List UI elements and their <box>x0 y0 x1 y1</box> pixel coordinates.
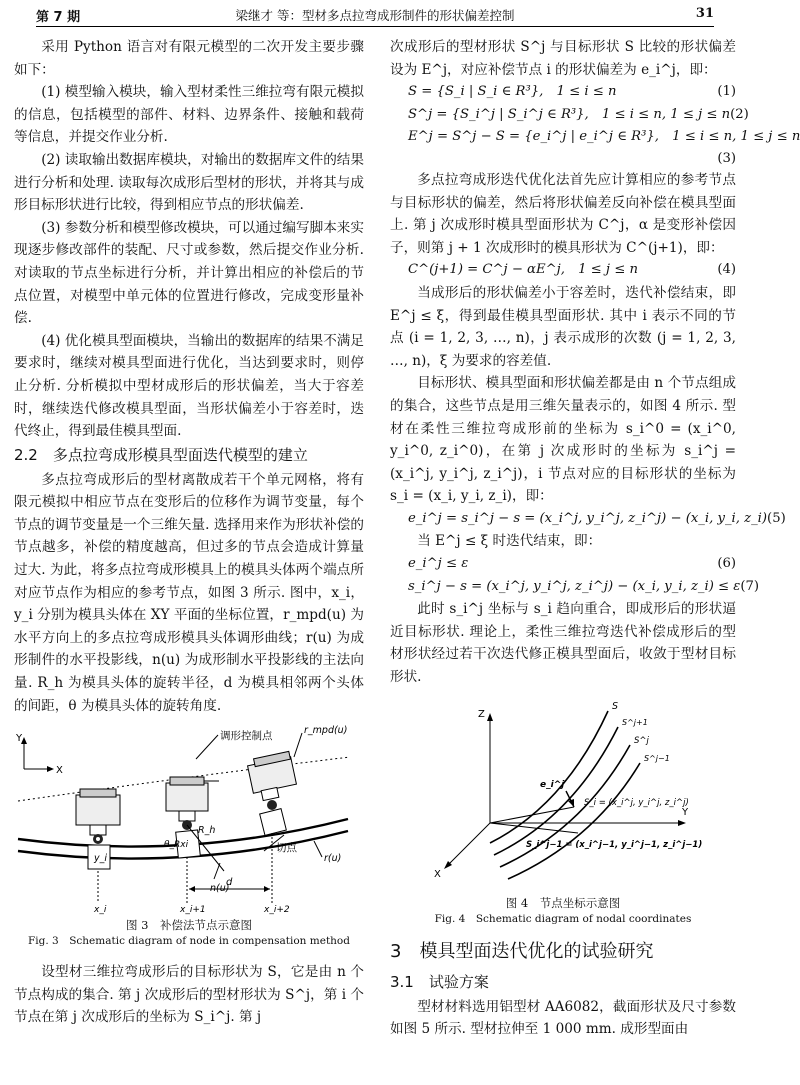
fig4-curve-sjm1 <box>508 763 640 879</box>
fig3-label-xi2: x_i+2 <box>264 905 290 916</box>
paragraph-convergence: 此时 s_i^j 坐标与 s_i 趋向重合，即成形后的形状逼近目标形状. 理论上，柔性三维拉弯迭代补偿成形后的型材形状经过若干次迭代修正模具型面后，收敛于型材目标形状. <box>390 601 736 686</box>
figure-3 <box>14 721 364 949</box>
equation-4: C^(j+1) = C^j − αE^j, 1 ≤ j ≤ n (4) <box>408 262 736 278</box>
left-column <box>14 36 364 1029</box>
fig3-label-tangent: 切点 <box>276 842 297 855</box>
fig3-label-xi: x_i <box>94 905 107 916</box>
section-heading-3: 3 模具型面迭代优化的试验研究 <box>390 940 654 962</box>
paragraph-step-1: (1) 模型输入模块，输入型材柔性三维拉弯有限元模拟的信息，包括模型的部件、材料、边界条件、接触和载荷等信息，并提交作业分析. <box>14 84 364 146</box>
fig4-label-sjm1: S^j−1 <box>644 753 670 763</box>
paragraph-step-2: (2) 读取输出数据库模块，对输出的数据库文件的结果进行分析和处理. 读取每次成形后型材的形状，并将其与成形目标形状进行比较，得到相应节点的形状偏差. <box>14 151 364 214</box>
fig3-label-xi1: x_i+1 <box>180 905 206 916</box>
fig4-axis-y: Y <box>682 806 689 818</box>
fig3-label-nu: n(u) <box>210 883 230 895</box>
fig4-vector-si <box>490 807 574 823</box>
fig4-label-sim1: S_i^j−1 = (x_i^j−1, y_i^j−1, z_i^j−1) <box>526 839 703 850</box>
figure-4 <box>390 695 736 927</box>
figure-4-caption-en: Fig. 4 Schematic diagram of nodal coordinates <box>434 912 692 925</box>
page-number: 31 <box>695 6 714 21</box>
right-column <box>390 36 800 1041</box>
fig4-label-e: e_i^j <box>540 779 565 790</box>
paragraph-model: 多点拉弯成形后的型材离散成若干个单元网格，将有限元模拟中相应节点在变形后的位移作为调节变量，每个节点的调节变量是一个三维矢量. 选择用来作为形状补偿的节点越多，补偿的精度越高，但过多的节点会造成计算量过大. 为此，将多点拉弯成形模具上的模具头体两个端点所对应节点作为相应的参考节点，如图 3 所示. 图中，x_i，y_i 分别为模具头体在 XY 平面的坐标位置，r_mpd(u) 为水平方向上的多点拉弯成形模具头体调形曲线；r(u) 为成形制件的水平投影线，n(u) 为成形制水平投影线的主法向量. R_h 为模具头体的旋转半径，d 为模具相邻两个头体的间距，θ 为模具头体的旋转角度. <box>14 471 364 714</box>
fig4-label-si: S_i = (x_i^j, y_i^j, z_i^j) <box>584 797 689 808</box>
equation-3: E^j = S^j − S = {e_i^j | e_i^j ∈ R³}, 1 ≤ i ≤ n, 1 ≤ j ≤ n <box>408 129 800 145</box>
header-rule <box>36 26 714 27</box>
figure-3-caption-cn: 图 3 补偿法节点示意图 <box>126 918 252 933</box>
paragraph-tolerance: 当成形后的形状偏差小于容差时，迭代补偿结束，即 E^j ≤ ξ，得到最佳模具型面形状. 其中 i 表示不同的节点 (i = 1, 2, 3, …, n)，j 表示成形的次数 (j = 1, 2, 3, …, n)，ξ 为要求的容差值. <box>390 284 736 369</box>
fig4-axis-z: Z <box>478 708 485 720</box>
paragraph-stop: 当 E^j ≤ ξ 时迭代结束，即： <box>417 533 602 550</box>
equation-6: e_i^j ≤ ε (6) <box>408 556 736 572</box>
paragraph-step-4: (4) 优化模具型面模块，当输出的数据库的结果不满足要求时，继续对模具型面进行优化，当达到要求时，则停止分析. 分析模拟中型材成形后的形状偏差，当大于容差时，继续迭代修改模具型面，当形状偏差小于容差时，迭代终止，得到最佳模具型面. <box>14 332 364 440</box>
fig4-label-sj1: S^j+1 <box>622 717 648 727</box>
fig3-axis-x: X <box>56 765 63 777</box>
fig4-label-sj: S^j <box>634 735 649 746</box>
paragraph-step-3: (3) 参数分析和模型修改模块，可以通过编写脚本来实现逐步修改部件的装配、尺寸或参数，然后提交作业分析. 对读取的节点坐标进行分析，并计算出相应的补偿后的节点位置，对模型中单元体的位置进行修改，完成变形量补偿. <box>14 219 364 327</box>
equation-7: s_i^j − s = (x_i^j, y_i^j, z_i^j) − (x_i, y_i, z_i) ≤ ε (7) <box>408 578 760 594</box>
running-header <box>0 0 750 30</box>
figure-4-diagram <box>390 695 736 891</box>
fig3-label-rmpd: r_mpd(u) <box>304 725 348 737</box>
fig3-label-theta: θ_Rxi <box>164 840 189 851</box>
paragraph-experiment: 型材材料选用铝型材 AA6082，截面形状及尺寸参数如图 5 所示. 型材拉伸至 1 000 mm. 成形型面由 <box>390 998 736 1038</box>
fig3-tool-head-3 <box>248 752 297 836</box>
fig4-label-s: S <box>612 700 619 712</box>
equation-5: e_i^j = s_i^j − s = (x_i^j, y_i^j, z_i^j) − (x_i, y_i, z_i) (5) <box>408 510 786 526</box>
paragraph-intro: 采用 Python 语言对有限元模型的二次开发主要步骤如下： <box>14 39 364 78</box>
fig3-axis-y: Y <box>16 733 23 745</box>
fig3-label-rh: R_h <box>198 825 216 837</box>
equation-3-number: (3) <box>717 150 736 166</box>
fig3-label-control-point: 调形控制点 <box>220 730 273 743</box>
equation-1: S = {S_i | S_i ∈ R³}, 1 ≤ i ≤ n (1) <box>408 84 736 100</box>
paragraph-nodes: 目标形状、模具型面和形状偏差都是由 n 个节点组成的集合，这些节点是用三维矢量表示的，如图 4 所示. 型材在柔性三维拉弯成形前的坐标为 s_i^0 = (x_i^0, y_i^0, z_i^0)，在第 j 次成形时的坐标为 s_i^j = (x_i^j, y_i^j, z_i^j)，i 节点对应的目标形状的坐标为 s_i = (x_i, y_i, z_i)，即： <box>390 375 736 505</box>
equation-2: S^j = {S_i^j | S_i^j ∈ R³}, 1 ≤ i ≤ n, 1 ≤ j ≤ n (2) <box>408 106 749 122</box>
fig3-label-yi: y_i <box>94 853 108 865</box>
fig4-axis-x: X <box>434 868 441 880</box>
section-heading-3-1: 3.1 试验方案 <box>390 972 489 991</box>
figure-3-caption-en: Fig. 3 Schematic diagram of node in compensation method <box>28 935 350 948</box>
figure-3-diagram <box>14 721 364 916</box>
section-heading-2-2: 2.2 多点拉弯成形模具型面迭代模型的建立 <box>14 445 308 464</box>
figure-4-caption-cn: 图 4 节点坐标示意图 <box>505 895 621 910</box>
fig3-label-ru: r(u) <box>324 853 342 865</box>
fig3-label-d: d <box>226 877 233 889</box>
paragraph-target-shape: 设型材三维拉弯成形后的目标形状为 S，它是由 n 个节点构成的集合. 第 j 次成形后的型材形状为 S^j，第 i 个节点在第 j 次成形后的坐标为 S_i^j. 第 j <box>14 964 364 1026</box>
paragraph-iteration: 多点拉弯成形迭代优化法首先应计算相应的参考节点与目标形状的偏差，然后将形状偏差反向补偿在模具型面上. 第 j 次成形时模具型面形状为 C^j，α 是变形补偿因子，则第 j + 1 次成形时的模具形状为 C^(j+1)，即： <box>390 171 736 256</box>
paragraph-deviation: 次成形后的型材形状 S^j 与目标形状 S 比较的形状偏差设为 E^j，对应补偿节点 i 的形状偏差为 e_i^j，即： <box>390 39 736 78</box>
running-title: 梁继才 等：型材多点拉弯成形制件的形状偏差控制 <box>235 8 515 23</box>
issue-number: 第 7 期 <box>36 10 81 25</box>
